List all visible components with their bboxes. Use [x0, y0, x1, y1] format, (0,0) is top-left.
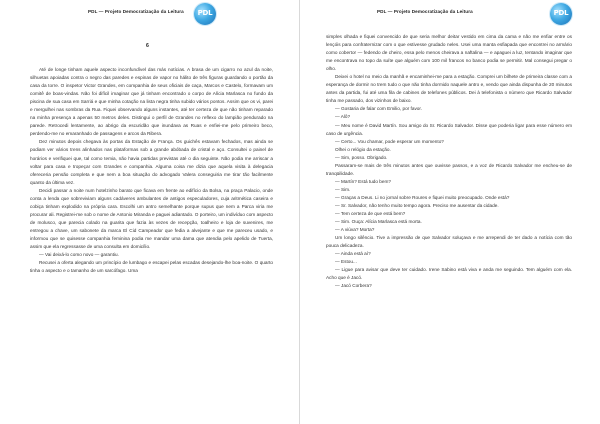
- paragraph: — Sim. Ouça: Alícia Marlasca está morta.: [335, 219, 422, 225]
- pdl-logo-icon: [194, 3, 216, 25]
- paragraph: — Ainda está aí?: [335, 251, 371, 257]
- chapter-number: 6: [146, 43, 149, 49]
- paragraph: Deixei o hotel no meio da manhã e encaminhei-me para a estação. Comprei um bilhete de primeira classe com a esperança de dormir no trem tudo o que não tinha dormido naquele antro e, vendo que ainda dispunha de 20 minutos antes da partida, fui até uma fila de cabines de telefones públicos. Dei à telefonista o número que Ricardo Salvador tinha me passado, dos vizinhos de baixo.: [326, 74, 572, 104]
- paragraph: — Sr. Salvador, não tenho muito tempo agora. Preciso me ausentar da cidade.: [335, 202, 499, 208]
- right-page-text: [326, 33, 572, 291]
- paragraph: — Jacó Corbera?: [335, 283, 372, 289]
- paragraph: Recusei a oferta alegando um princípio de lumbago e escapei pelas escadas desejando-lhe boa-noite. O quarto tinha o aspecto e o tamanho de um sarcófago. Uma: [30, 260, 273, 274]
- paragraph: Um longo silêncio. Tive a impressão de que Salvador soluçava e me arrependi de ter dado a notícia com tão pouca delicadeza.: [326, 235, 572, 249]
- paragraph: — Gostaria de falar com Emilio, por favor.: [335, 106, 423, 112]
- paragraph: — Meu nome é David Martín. Sou amigo do Sr. Ricardo Salvador. Disse que poderia ligar para esse número em caso de urgência.: [326, 122, 572, 136]
- page-header: [88, 9, 184, 14]
- header-title: — Projeto Democratização da Leitura: [387, 9, 473, 14]
- paragraph: — Estou...: [335, 259, 357, 265]
- paragraph: simples olhada e fiquei convencido de que seria melhor deitar vestido em cima da cama e não me enfiar entre os lençóis para confraternizar com o que estivesse grudado neles. Usei uma manta esfiapada que encontrei no armário como cobertor — fedendo de cheiro, essa pelo menos cheirava a naftalina — e apaguei a luz, tentando imaginar que me encontrava no topo da suíte que alguém com 100 mil francos no banco podia se permitir. Mal consegui pregar o olho.: [326, 34, 572, 72]
- header-prefix: PDL: [377, 9, 387, 14]
- paragraph: — Martín? Está tudo bem?: [335, 178, 392, 184]
- header-prefix: PDL: [88, 9, 98, 14]
- left-page-text: [30, 66, 273, 275]
- pdl-logo-icon: [550, 3, 572, 25]
- logo-text: PDL: [197, 9, 213, 17]
- header-title: — Projeto Democratização da Leitura: [98, 9, 184, 14]
- paragraph: — Ligue para avisar que deve ter cuidado. Irene Sabino está viva e anda me seguindo. Tem alguém com ela. Acho que é Jacó.: [326, 267, 572, 281]
- paragraph: — Graças a Deus. Li no jornal sobre Roures e fiquei muito preocupado. Onde está?: [335, 194, 510, 200]
- paragraph: — Tem certeza de que está bem?: [335, 211, 406, 217]
- paragraph: — Alô?: [335, 114, 351, 120]
- logo-text: PDL: [553, 9, 569, 17]
- paragraph: — A viúva? Morta?: [335, 227, 375, 233]
- page-header: [377, 9, 473, 14]
- paragraph: Decidi passar a noite num hotelzinho barato que ficava em frente ao edifício da Bolsa, na praça Palacio, onde conta a lenda que sobreviviam alguns cadáveres ambulantes de antigos especuladores, cuja aritmética caseira e cobiça tinham explodido na própria cara. Escolhi um antro semelhante porque supus que nem a Parca viria me procurar ali. Registrei-me sob o nome de Antonio Miranda e paguei adiantado. O porteiro, um indivíduo com aspecto de molusco, que parecia colado na guarita que fazia às vezes de recepção, toalheiro e loja de suvenires, me entregou a chave, um sabonete da marca El Cid Campeador que fedia a alvejante e que me pareceu usado, e informou que se quisesse companhia feminina podia me mandar uma dama que atendia pelo apelido de Tuerta, assim que ela regressasse de uma consulta em domicílio.: [30, 187, 273, 250]
- paragraph: — Certo... Vou chamar, pode esperar um momento?: [335, 138, 444, 144]
- paragraph: Até de longe tinham aquele aspecto inconfundível das más notícias. A brasa de um cigarro no azul da noite, silhuetas apoiadas contra o negro das paredes e espinas de vapor no hálito de três figuras guardando o portão da casa da torre. O inspetor Victor Grandes, em companhia de seus oficiais de caça, Marcos e Castelo, formavam um comitê de boas-vindas. Não foi difícil imaginar que já tinham encontrado o corpo de Alícia Marlasca no fundo da piscina de sua casa em Sarriá e que minha cotação na lista negra tinha subido vários pontos. Assim que os vi, parei e mergulhei nas sombras da Rua. Fiquei observando alguns instantes, até ter certeza de que não tinham reparado na minha presença a apenas 50 metros deles. Distingui o perfil de Grandes no reflexo do lampião pendurado na parede. Retrocedi lentamente, ao abrigo da escuridão que inundava as Ruas e enfiei-me pelo primeiro beco, perdendo-me no emaranhado de passagens e arcos da Ribera.: [30, 67, 273, 137]
- paragraph: Olhei o relógio da estação.: [335, 146, 391, 152]
- paragraph: — Sim, posso. Obrigado.: [335, 154, 388, 160]
- paragraph: — Sim.: [335, 186, 351, 192]
- paragraph: Dez minutos depois chegava às portas da Estação de França. Os guichês estavam fechados, mas ainda se podiam ver vários trens alinhados nas plataformas sob a grande abóbada de cristal e aço. Consultei o painel de horários e verifiquei que, tal como temia, não havia partidas previstas até o dia seguinte. Não podia me arriscar a voltar para casa e tropeçar com Grandes e companhia. Alguma coisa me dizia que aquela visita à delegacia ofereceria pensão completa e que nem a boa situação do advogado Valera conseguiria me tirar tão facilmente quanto da última vez.: [30, 139, 273, 185]
- paragraph: — Vai deixá-lo como novo — garantiu.: [39, 252, 119, 258]
- right-page: [300, 0, 600, 424]
- paragraph: Passaram-se mais de três minutos antes que ouvisse passos, e a voz de Ricardo Salvador me encheu-se de tranqüilidade.: [326, 162, 572, 176]
